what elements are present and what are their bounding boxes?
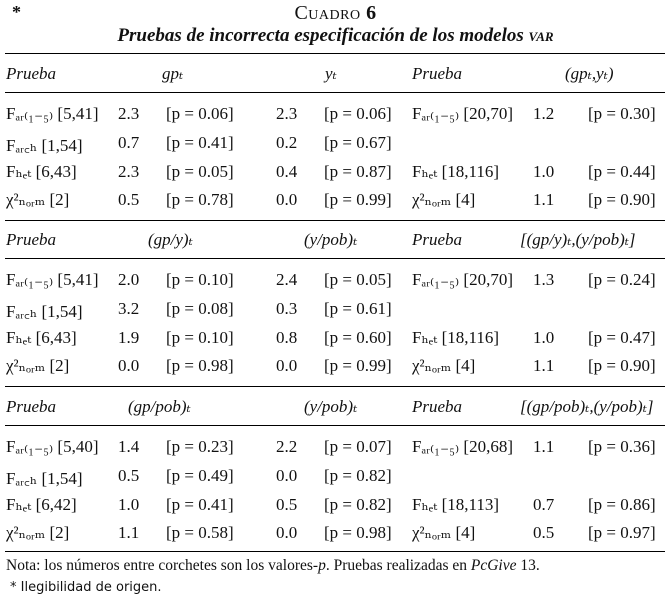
section-header-row	[0, 64, 671, 88]
cell-value-1: 0.0	[118, 356, 140, 375]
cell-test: Fₕₑₜ [6,43]	[6, 162, 77, 181]
column-header: (gpₜ,yₜ)	[565, 64, 614, 83]
cell-value-3: 0.7	[533, 495, 555, 514]
cell-value-2: 0.0	[276, 523, 298, 542]
cell-pvalue-1: [p = 0.06]	[166, 104, 234, 123]
cell-pvalue-3: [p = 0.86]	[588, 495, 656, 514]
cell-pvalue-1: [p = 0.23]	[166, 437, 234, 456]
cell-test-2: χ²ₙₒᵣₘ [4]	[412, 190, 476, 209]
cell-pvalue-3: [p = 0.24]	[588, 270, 656, 289]
table-title	[0, 2, 671, 25]
cell-value-1: 0.5	[118, 190, 140, 209]
cell-pvalue-2: [p = 0.82]	[324, 466, 392, 485]
cell-value-1: 2.3	[118, 162, 140, 181]
cell-value-1: 1.9	[118, 328, 140, 347]
cell-test: χ²ₙₒᵣₘ [2]	[6, 356, 70, 375]
cell-test: Fₐᵣ₍₁₋₅₎ [5,41]	[6, 270, 99, 289]
cell-value-3: 1.1	[533, 356, 555, 375]
table-row	[0, 523, 671, 547]
column-header: Prueba	[412, 64, 463, 83]
cell-pvalue-3: [p = 0.97]	[588, 523, 656, 542]
cell-pvalue-1: [p = 0.41]	[166, 495, 234, 514]
cell-test: Fₐᵣ₍₁₋₅₎ [5,41]	[6, 104, 99, 123]
table-row	[0, 495, 671, 519]
cell-value-2: 0.4	[276, 162, 298, 181]
note-middle: . Pruebas realizadas en	[325, 557, 471, 574]
cell-pvalue-2: [p = 0.60]	[324, 328, 392, 347]
cell-value-1: 0.7	[118, 133, 140, 152]
cell-pvalue-1: [p = 0.10]	[166, 270, 234, 289]
table-row	[0, 104, 671, 128]
note-prefix: Nota: los números entre corchetes son los valores-	[6, 557, 319, 574]
cell-pvalue-3: [p = 0.90]	[588, 356, 656, 375]
cell-value-3: 1.0	[533, 162, 555, 181]
cell-test-2: χ²ₙₒᵣₘ [4]	[412, 356, 476, 375]
note-suffix: 13.	[516, 557, 540, 574]
table-row	[0, 270, 671, 294]
cell-value-3: 1.0	[533, 328, 555, 347]
cell-pvalue-2: [p = 0.82]	[324, 495, 392, 514]
cell-value-1: 3.2	[118, 299, 140, 318]
cell-pvalue-3: [p = 0.44]	[588, 162, 656, 181]
cell-test-2: Fₐᵣ₍₁₋₅₎ [20,70]	[412, 270, 514, 289]
cell-pvalue-2: [p = 0.05]	[324, 270, 392, 289]
cell-pvalue-2: [p = 0.98]	[324, 523, 392, 542]
cell-value-1: 1.0	[118, 495, 140, 514]
cell-test: Fₕₑₜ [6,43]	[6, 328, 77, 347]
cuadro-label: Cuadro	[294, 2, 361, 24]
subtitle-main: Pruebas de incorrecta especificación de los modelos	[117, 25, 524, 46]
table-row	[0, 133, 671, 157]
table-row	[0, 356, 671, 380]
column-header: [(gp/y)ₜ,(y/pob)ₜ]	[520, 230, 636, 249]
cell-value-3: 1.1	[533, 190, 555, 209]
cell-value-1: 2.0	[118, 270, 140, 289]
cell-pvalue-2: [p = 0.61]	[324, 299, 392, 318]
cell-test: χ²ₙₒᵣₘ [2]	[6, 190, 70, 209]
cell-value-2: 0.0	[276, 190, 298, 209]
cell-test-2: Fₐᵣ₍₁₋₅₎ [20,68]	[412, 437, 514, 456]
header-rule	[5, 92, 665, 93]
cell-pvalue-3: [p = 0.36]	[588, 437, 656, 456]
cell-value-3: 1.1	[533, 437, 555, 456]
column-header: (gp/y)ₜ	[148, 230, 193, 249]
column-header: gpₜ	[162, 64, 184, 83]
table-subtitle	[0, 25, 671, 47]
cell-value-2: 0.0	[276, 466, 298, 485]
cell-test: Fₐᵣ꜀ₕ [1,54]	[6, 302, 83, 321]
footnote: * Ilegibilidad de origen.	[10, 580, 162, 595]
table-row	[0, 299, 671, 323]
cell-pvalue-1: [p = 0.78]	[166, 190, 234, 209]
cell-test-2: χ²ₙₒᵣₘ [4]	[412, 523, 476, 542]
table-row	[0, 437, 671, 461]
cell-pvalue-2: [p = 0.67]	[324, 133, 392, 152]
cell-pvalue-3: [p = 0.47]	[588, 328, 656, 347]
table-note	[6, 557, 540, 575]
cell-value-2: 2.3	[276, 104, 298, 123]
table-row	[0, 162, 671, 186]
cell-test: χ²ₙₒᵣₘ [2]	[6, 523, 70, 542]
cell-pvalue-1: [p = 0.10]	[166, 328, 234, 347]
cell-value-2: 0.8	[276, 328, 298, 347]
cell-pvalue-1: [p = 0.05]	[166, 162, 234, 181]
cell-value-1: 1.4	[118, 437, 140, 456]
cell-pvalue-2: [p = 0.87]	[324, 162, 392, 181]
table-top-rule	[5, 53, 665, 54]
column-header: yₜ	[325, 64, 337, 83]
cell-test-2: Fₕₑₜ [18,113]	[412, 495, 500, 514]
column-header: (y/pob)ₜ	[304, 397, 358, 416]
cell-pvalue-2: [p = 0.06]	[324, 104, 392, 123]
cell-value-2: 0.2	[276, 133, 298, 152]
cell-pvalue-1: [p = 0.98]	[166, 356, 234, 375]
cell-pvalue-3: [p = 0.30]	[588, 104, 656, 123]
cell-test-2: Fₕₑₜ [18,116]	[412, 328, 500, 347]
cell-pvalue-2: [p = 0.99]	[324, 356, 392, 375]
table-row	[0, 328, 671, 352]
cell-pvalue-1: [p = 0.49]	[166, 466, 234, 485]
cell-value-3: 0.5	[533, 523, 555, 542]
column-header: Prueba	[412, 230, 463, 249]
column-header: Prueba	[412, 397, 463, 416]
column-header: (y/pob)ₜ	[304, 230, 358, 249]
subtitle-var: var	[528, 25, 554, 46]
cell-value-2: 2.4	[276, 270, 298, 289]
cell-pvalue-1: [p = 0.58]	[166, 523, 234, 542]
section-rule	[5, 386, 665, 387]
cell-value-2: 0.5	[276, 495, 298, 514]
cell-value-1: 1.1	[118, 523, 140, 542]
cell-value-1: 2.3	[118, 104, 140, 123]
note-p: p	[318, 557, 326, 574]
section-header-row	[0, 397, 671, 421]
section-header-row	[0, 230, 671, 254]
table-row	[0, 190, 671, 214]
column-header: Prueba	[6, 397, 57, 416]
cell-pvalue-2: [p = 0.99]	[324, 190, 392, 209]
cell-pvalue-2: [p = 0.07]	[324, 437, 392, 456]
column-header: Prueba	[6, 230, 57, 249]
cell-value-2: 2.2	[276, 437, 298, 456]
table-bottom-rule	[5, 551, 665, 552]
cell-test: Fₐᵣ꜀ₕ [1,54]	[6, 136, 83, 155]
cell-pvalue-3: [p = 0.90]	[588, 190, 656, 209]
note-software: PcGive	[470, 557, 517, 574]
table-row	[0, 466, 671, 490]
column-header: [(gp/pob)ₜ,(y/pob)ₜ]	[520, 397, 654, 416]
header-rule	[5, 258, 665, 259]
cell-value-3: 1.3	[533, 270, 555, 289]
header-rule	[5, 425, 665, 426]
cell-pvalue-1: [p = 0.08]	[166, 299, 234, 318]
cell-pvalue-1: [p = 0.41]	[166, 133, 234, 152]
cell-test: Fₐᵣ꜀ₕ [1,54]	[6, 469, 83, 488]
cuadro-number: 6	[366, 2, 377, 24]
cell-test: Fₐᵣ₍₁₋₅₎ [5,40]	[6, 437, 99, 456]
column-header: (gp/pob)ₜ	[128, 397, 191, 416]
cell-value-2: 0.3	[276, 299, 298, 318]
section-rule	[5, 220, 665, 221]
cell-value-1: 0.5	[118, 466, 140, 485]
cell-value-2: 0.0	[276, 356, 298, 375]
cell-value-3: 1.2	[533, 104, 555, 123]
cell-test: Fₕₑₜ [6,42]	[6, 495, 77, 514]
cell-test-2: Fₐᵣ₍₁₋₅₎ [20,70]	[412, 104, 514, 123]
asterisk-mark: *	[12, 2, 21, 22]
cell-test-2: Fₕₑₜ [18,116]	[412, 162, 500, 181]
column-header: Prueba	[6, 64, 57, 83]
